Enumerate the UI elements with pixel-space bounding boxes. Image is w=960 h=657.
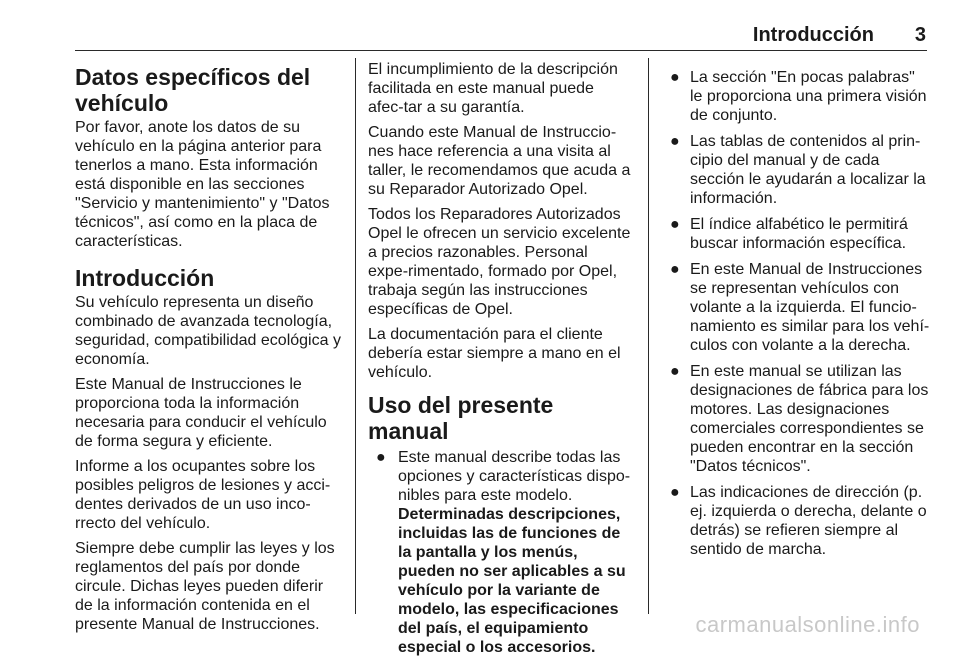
paragraph: Siempre debe cumplir las leyes y los reglamentos del país por donde circule. Dichas leyes pueden diferir de la información contenida en el presente Manual de Instrucciones. (75, 540, 335, 633)
bullet-bold-text: Determinadas descripciones, incluidas las de funciones de la pantalla y los menús, pueden no ser aplicables a su vehículo por la variante de modelo, las especificaciones del país, el equipamiento especial o los accesorios. (398, 506, 626, 656)
bullet-text: Las tablas de contenidos al prin-cipio del manual y de cada sección le ayudarán a localizar la información. (690, 133, 926, 207)
list-item (668, 132, 930, 208)
bullet-icon: ● (670, 69, 680, 86)
watermark-text: carmanualsonline.info (695, 612, 920, 637)
bullet-text: En este Manual de Instrucciones se representan vehículos con volante a la izquierda. El funcio-namiento es similar para los vehí-culos con volante a la derecha. (690, 261, 930, 354)
list-item (668, 215, 930, 253)
column-divider-2 (648, 58, 649, 614)
bullet-list (368, 448, 632, 657)
list-item (668, 68, 930, 125)
bullet-text: Las indicaciones de dirección (p. ej. izquierda o derecha, delante o detrás) se refieren siempre al sentido de marcha. (690, 484, 927, 558)
bullet-text: Este manual describe todas las opciones y características dispo-nibles para este modelo. (398, 449, 631, 504)
paragraph: Por favor, anote los datos de su vehículo en la página anterior para tenerlos a mano. Esta información está disponible en las secciones "Servicio y mantenimiento" y "Datos técnicos", así como en la placa de características. (75, 119, 330, 250)
list-item (368, 448, 632, 657)
left-column (75, 58, 343, 633)
section-heading-manual-use: Uso del presente manual (368, 392, 554, 444)
header-title: Introducción (752, 24, 874, 46)
paragraph: Su vehículo representa un diseño combinado de avanzada tecnología, seguridad, compatibilidad ecológica y economía. (75, 294, 341, 368)
paragraph: Este Manual de Instrucciones le proporciona toda la información necesaria para conducir el vehículo de forma segura y eficiente. (75, 376, 327, 450)
list-item (668, 362, 930, 476)
right-column (668, 58, 930, 614)
bullet-text: La sección "En pocas palabras" le proporciona una primera visión de conjunto. (690, 69, 927, 124)
section-heading-introduction: Introducción (75, 265, 215, 291)
bullet-icon: ● (670, 216, 680, 233)
paragraph: Cuando este Manual de Instruccio-nes hace referencia a una visita al taller, le recomendamos que acuda a su Reparador Autorizado Opel. (368, 124, 631, 198)
bullet-icon: ● (670, 133, 680, 150)
bullet-list (668, 68, 930, 559)
bullet-icon: ● (670, 363, 680, 380)
page-header (0, 0, 960, 56)
middle-column (368, 58, 632, 656)
paragraph: El incumplimiento de la descripción facilitada en este manual puede afec-tar a su garantía. (368, 61, 618, 116)
bullet-icon: ● (670, 261, 680, 278)
list-item (668, 260, 930, 355)
header-rule (75, 50, 927, 51)
page-number: 3 (914, 24, 926, 46)
section-heading-vehicle-data: Datos específicos del vehículo (75, 64, 311, 116)
bullet-text: En este manual se utilizan las designaciones de fábrica para los motores. Las designaciones comerciales correspondientes se pueden encontrar en la sección "Datos técnicos". (690, 363, 929, 475)
list-item (668, 483, 930, 559)
column-divider-1 (355, 58, 356, 614)
bullet-text: El índice alfabético le permitirá buscar información específica. (690, 216, 908, 252)
bullet-icon: ● (376, 449, 386, 466)
paragraph: La documentación para el cliente debería estar siempre a mano en el vehículo. (368, 326, 621, 381)
paragraph: Todos los Reparadores Autorizados Opel le ofrecen un servicio excelente a precios razonables. Personal expe-rimentado, formado por Opel, trabaja según las instrucciones específicas de Opel. (368, 206, 631, 318)
bullet-icon: ● (670, 484, 680, 501)
paragraph: Informe a los ocupantes sobre los posibles peligros de lesiones y acci-dentes derivados de un uso inco-rrecto del vehículo. (75, 458, 331, 532)
